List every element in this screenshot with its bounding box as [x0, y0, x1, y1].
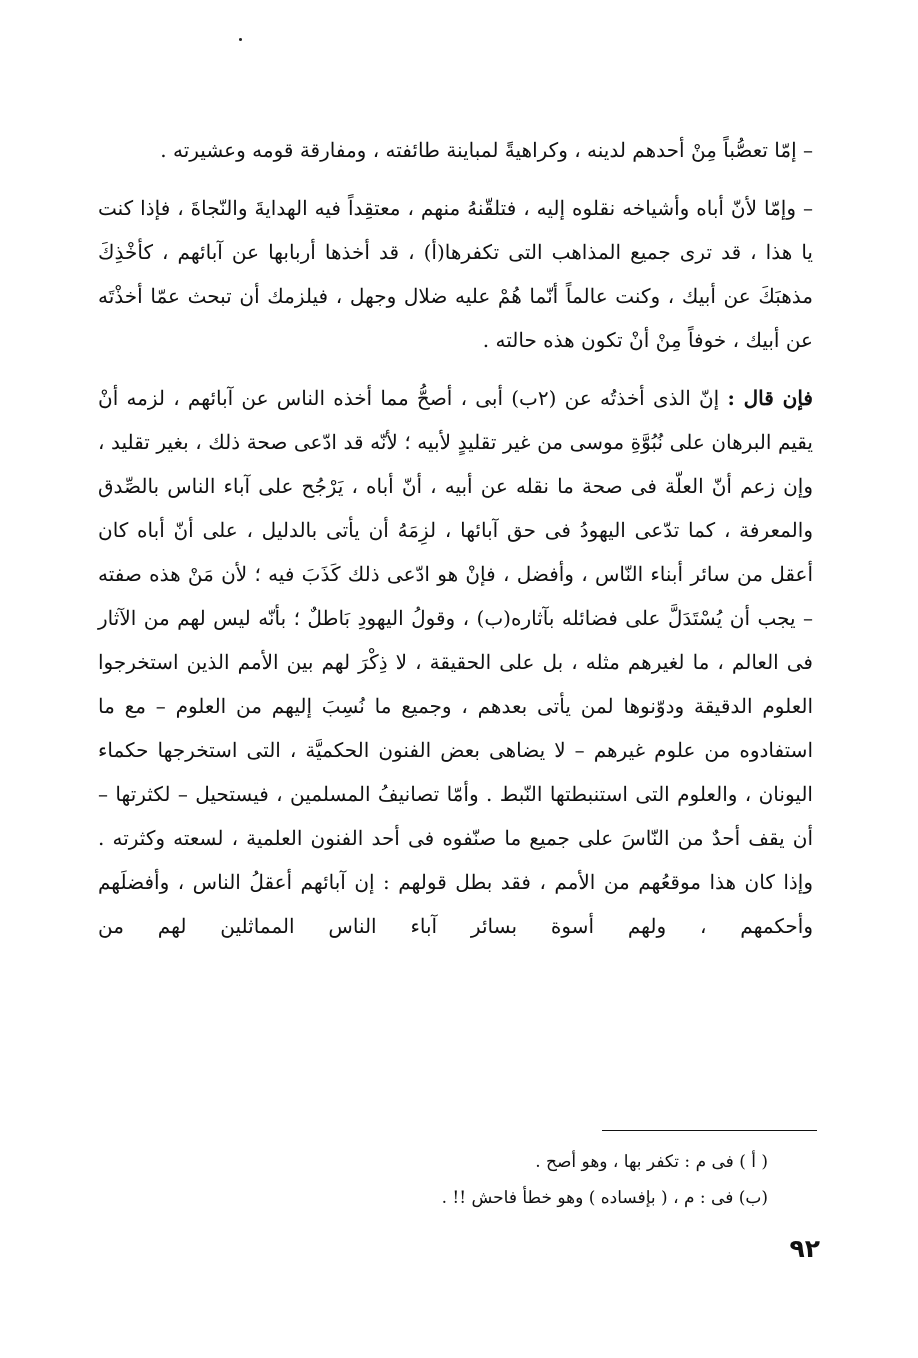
footnotes — [200, 1144, 768, 1216]
footnote-b: (ب) فى : م ، ( بإفساده ) وهو خطأ فاحش !! . — [441, 1188, 768, 1208]
paragraph-2: – وإمّا لأنّ أباه وأشياخه نقلوه إليه ، فتلقّنهُ منهم ، معتقِداً فيه الهدايةَ والنّجاةَ ، فإذا كنت يا هذا ، قد ترى جميع المذاهب التى تكفرها(أ) ، قد أخذها أربابها عن آبائهم ، كأخْذِكَ مذهبَكَ عن أبيك ، وكنت عالماً أنّما هُمْ عليه ضلال وجهل ، فيلزمك أن تبحث عمّا أخذْتَه عن أبيك ، خوفاً مِنْ أنْ تكون هذه حالته . — [98, 196, 813, 352]
paragraph-3-lead: فإن قال : — [727, 386, 813, 410]
ink-dot — [239, 38, 242, 41]
paragraph-3 — [98, 376, 813, 948]
main-text — [98, 128, 813, 948]
paragraph-3-text: إنّ الذى أخذتُه عن (٢ب) أبى ، أصحُّ مما أخذه الناس عن آبائهم ، لزمه أنْ يقيم البرهان على نُبُوَّةِ موسى من غير تقليدٍ لأبيه ؛ لأنّه قد ادّعى صحة ذلك ، بغير تقليد ، وإن زعم أنّ العلّة فى صحة ما نقله عن أبيه ، أنّ أباه ، يَرْجُح على آباء الناس بالصِّدق والمعرفة ، كما تدّعى اليهودُ فى حق آبائها ، لزِمَهُ أن يأتى بالدليل ، على أنّ أباه كان أعقل من سائر أبناء النّاس ، وأفضل ، فإنْ هو ادّعى ذلك كَذَبَ فيه ؛ لأن مَنْ هذه صفته – يجب أن يُسْتَدَلَّ على فضائله بآثاره(ب) ، وقولُ اليهودِ بَاطلٌ ؛ بأنّه ليس لهم من الآثار فى العالم ، ما لغيرهم مثله ، بل على الحقيقة ، لا ذِكْرَ لهم بين الأمم الذين استخرجوا العلوم الدقيقة ودوّنوها لمن يأتى بعدهم ، وجميع ما نُسِبَ إليهم من العلوم – مع ما استفادوه من علوم غيرهم – لا يضاهى بعض الفنون الحكميَّة ، التى استخرجها حكماء اليونان ، والعلوم التى استنبطتها النّبط . وأمّا تصانيفُ المسلمين ، فيستحيل – لكثرتها – أن يقف أحدٌ من النّاسَ على جميع ما صنّفوه فى أحد الفنون العلمية ، لسعته وكثرته . وإذا كان هذا موقعُهم من الأمم ، فقد بطل قولهم : إن آبائهم أعقلُ الناس ، وأفضلَهم وأحكمهم ، ولهم أسوة بسائر آباء الناس المماثلين لهم من — [98, 386, 813, 938]
paragraph-1: – إمّا تعصُّباً مِنْ أحدهم لدينه ، وكراهيةً لمباينة طائفته ، ومفارقة قومه وعشيرته . — [160, 138, 813, 162]
footnote-a: ( أ ) فى م : تكفر بها ، وهو أصح . — [535, 1152, 768, 1172]
page-number: ٩٢ — [789, 1234, 820, 1263]
footnote-divider — [602, 1130, 817, 1131]
